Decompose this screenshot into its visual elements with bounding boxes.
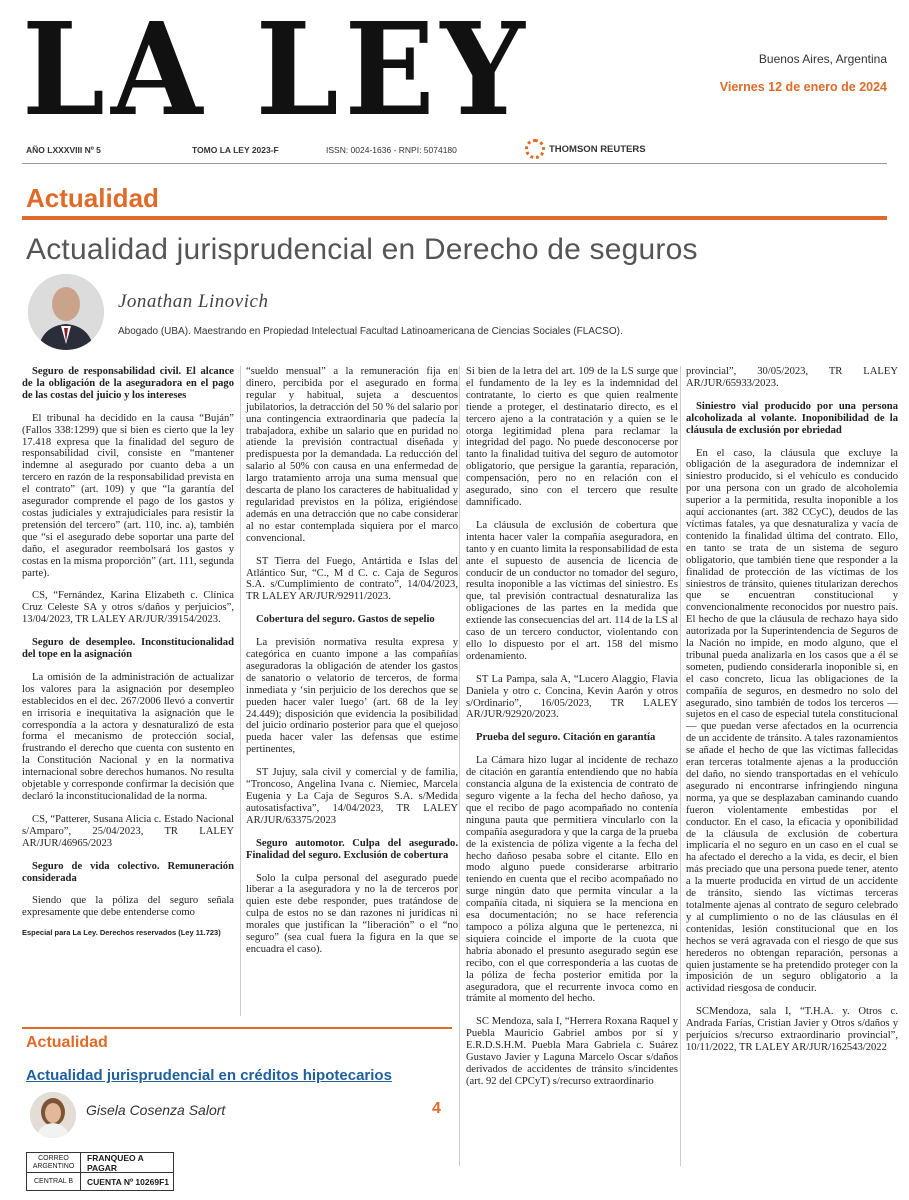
author-bio: Abogado (UBA). Maestrando en Propiedad Intelectual Facultad Latinoamericana de Ciencias Sociales (FLACSO). (118, 326, 623, 337)
subheading: Seguro de responsabilidad civil. El alcance de la obligación de la aseguradora en el pago de las costas del juicio y los intereses (22, 366, 234, 401)
page-number: 4 (432, 1100, 441, 1117)
paragraph: Solo la culpa personal del asegurado puede liberar a la aseguradora y no la de terceros por quien este debe responder, pues tratándose de culpa de estos no se dan razones ni jurídicas ni morales que justifican la “liberación” o el “no seguro” (sea cual fuera la figura en la que se encuadra el caso). (246, 872, 458, 955)
issn: ISSN: 0024-1636 - RNPI: 5074180 (326, 145, 457, 155)
citation: ST Jujuy, sala civil y comercial y de familia, “Troncoso, Angelina Ivana c. Niemiec, Marcela Eugenia y La Caja de Seguros S.A. s/Medida autosatisfactiva”, 14/04/2023, TR LALEY AR/JUR/63375/2023 (246, 767, 458, 826)
postal-label: CENTRAL B (27, 1173, 81, 1190)
column-divider (459, 366, 460, 1166)
issue-year: AÑO LXXXVIII Nº 5 (26, 145, 101, 155)
second-author-photo (30, 1092, 76, 1138)
citation: SC Mendoza, sala I, “Herrera Roxana Raquel y Puebla Mauricio Gabriel ambos por sí y E.R.D.S.H.M. Puebla Mara Gabriela c. Suárez Gustavo Javier y Laguna Marcelo Oscar s/daños derivados de accidentes de tránsito s/incidentes (art. 92 del CPCyT) s/recurso extraordinario (466, 1016, 678, 1087)
thomson-reuters-logo-icon (525, 139, 545, 159)
article-column-2 (246, 366, 458, 967)
article-column-3 (466, 366, 678, 1099)
subheading: Cobertura del seguro. Gastos de sepelio (256, 614, 435, 626)
second-author-name: Gisela Cosenza Salort (86, 1102, 226, 1118)
related-article-link[interactable]: Actualidad jurisprudencial en créditos hipotecarios (26, 1067, 392, 1084)
article-column-1 (22, 366, 234, 950)
paragraph: La previsión normativa resulta expresa y categórica en cuanto impone a las compañías aseguradoras la obligación de atender los gastos de sanatorio o velatorio de terceros, de forma inmediata y ‘sin perjuicio de los derechos que se pueden hacer valer luego’ (art. 68 de la ley 24.449); disposición que evidencia la posibilidad del juicio ordinario posterior para que el quejoso pueda hacer valer las defensas que estime pertinentes, (246, 637, 458, 756)
paragraph: La omisión de la administración de actualizar los valores para la asignación por desempleo establecidos en el dec. 267/2006 llevó a convertir en irrisoria e inequitativa la asignación que le correspondía a la actora y desnaturalizó de esta forma el mecanismo de protección social, frustrando el derecho que cuenta con sustento en la Constitución Nacional y en la normativa internacional sobre derechos humanos. No resulta objetable y corresponde confirmar la decisión que declaró la inconstitucionalidad de la norma. (22, 671, 234, 802)
paragraph: La cláusula de exclusión de cobertura que intenta hacer valer la compañía aseguradora, en tanto y en cuanto limita la responsabilidad de esta ante el supuesto de ausencia de licencia de conducir de un conductor no tomador del seguro, resulta inoponible a las víctimas del siniestro. Es que, tal previsión contractual desnaturaliza las obligaciones de las partes en la medida que extiende las consecuencias del art. 114 de la LS al caso de un tercero conductor, violentando con ello lo dispuesto por el art. 158 del mismo ordenamiento. (466, 519, 678, 662)
citation: provincial”, 30/05/2023, TR LALEY AR/JUR/65933/2023. (686, 366, 898, 389)
tomo: TOMO LA LEY 2023-F (192, 145, 279, 155)
author-photo (28, 274, 104, 350)
citation: ST La Pampa, sala A, “Lucero Alaggio, Flavia Daniela y otro c. Concina, Kevin Aarón y otros s/Ordinario”, 16/05/2023, TR LALEY AR/JUR/92920/2023. (466, 673, 678, 721)
masthead-date: Viernes 12 de enero de 2024 (719, 80, 887, 94)
author-name: Jonathan Linovich (118, 291, 269, 312)
bottom-divider (22, 1027, 452, 1029)
postal-box (26, 1152, 174, 1191)
bottom-section-title: Actualidad (26, 1034, 108, 1051)
subheading: Prueba del seguro. Citación en garantía (476, 732, 656, 744)
postal-value: FRANQUEO A PAGAR (87, 1152, 144, 1173)
paragraph: Si bien de la letra del art. 109 de la LS surge que el fundamento de la ley es la indemnidad del contratante, lo cierto es que quien realmente tiende a proteger, el destinatario directo, es el tercero ajeno a la contratación y a quien se le otorga legitimidad plena para reclamar la integridad del pago. No puede desconocerse por tanto la finalidad tuitiva del seguro de automotor obligatorio, que persigue la garantía, reparación, compensación, pero no en relación con el asegurado, sino con el tercero que resulte damnificado. (466, 366, 678, 508)
subheading: Siniestro vial producido por una persona alcoholizada al volante. Inoponibilidad de la cláusula de exclusión por ebriedad (686, 400, 898, 436)
masthead-title: LA LEY (22, 0, 531, 145)
citation: ST Tierra del Fuego, Antártida e Islas del Atlántico Sur, “C., M d C. c. Caja de Seguros S.A. s/Cumplimiento de contrato”, 14/04/2023, TR LALEY AR/JUR/92911/2023. (246, 555, 458, 603)
paragraph: El tribunal ha decidido en la causa “Buján” (Fallos 338:1299) que si bien es cierto que la ley 17.418 expresa que la finalidad del seguro de responsabilidad civil, consiste en “mantener indemne al asegurado por cuanto deba a un tercero en razón de la responsabilidad prevista en el contrato” (art. 109) y que “la garantía del asegurador comprende el pago de los gastos y costas judiciales y extrajudiciales para resistir la pretensión del tercero” (art. 110, inc. a), también que “si el asegurado debe soportar una parte del daño, el asegurador reembolsará los gastos y costas en la misma proporción” (art. 111, segunda parte). (22, 412, 234, 579)
article-title: Actualidad jurisprudencial en Derecho de seguros (26, 233, 698, 266)
rights-note: Especial para La Ley. Derechos reservados (Ley 11.723) (22, 928, 221, 938)
column-divider (240, 366, 241, 1016)
citation: CS, “Patterer, Susana Alicia c. Estado Nacional s/Amparo”, 25/04/2023, TR LALEY AR/JUR/46965/2023 (22, 813, 234, 849)
paragraph: En el caso, la cláusula que excluye la obligación de la aseguradora de indemnizar el siniestro producido, si el vehículo es conducido por una persona con un grado de alcoholemia superior a la permitida, resulta inoponible a los aquí accionantes (art. 382 CCyC), deudos de las víctimas fatales, ya que desnaturaliza y vacía de contenido la finalidad última del contrato. Ello, en tanto se trata de un sistema de seguro obligatorio, que también tiene que responder a la finalidad de protección de las víctimas de los siniestros de tránsito, quienes titularizan derechos que se encuentran constitucional y convencionalmente reconocidos por nuestro país. El hecho de que la cláusula de rechazo haya sido autorizada por la Superintendencia de Seguros de la Nación no impide, en modo alguno, que el tribunal pueda analizarla en los casos que a él se someten, pudiendo considerarla inoponible si, en el caso concreto, licua las obligaciones de la compañía de seguros, en desmedro no solo del asegurado, sino también de todos los terceros —sujetos en el caso de especial tutela constitucional— que puedan verse afectados en la ocurrencia de un accidente de tránsito. A tales razonamientos se añade el hecho de que las víctimas fallecidas eran terceras totalmente ajenas a la producción del daño, no siendo transportadas en el vehículo asegurado ni encontrarse infringiendo ninguna norma, ya que se desplazaban caminando cuando fueron violentamente embestidas por el conductor. En el caso, la eficacia y oponibilidad de la cláusula de exclusión de cobertura implicaría el no seguro en un caso en el cual se ha afectado el derecho a la vida, es decir, el bien más preciado que una persona puede tener, atento a la muerte producida en virtud de un accidente de tránsito, siendo las víctimas terceras totalmente ajenas al contrato de seguro celebrado y al cumplimiento o no de las cláusulas en él contenidas, lesión constitucional que en los hechos se verá agravada con el riesgo de que sus herederos no obtengan reparación, personas a quien justamente se ha pretendido proteger con la imposición de un seguro obligatorio a la actividad riesgosa de conducir. (686, 447, 898, 995)
postal-value: CUENTA Nº 10269F1 (87, 1176, 169, 1187)
citation: CS, “Fernández, Karina Elizabeth c. Clínica Cruz Celeste SA y otros s/daños y perjuicios”, 13/04/2023, TR LALEY AR/JUR/39154/2023. (22, 590, 234, 626)
subheading: Seguro de vida colectivo. Remuneración considerada (22, 860, 234, 884)
postal-label: CORREO ARGENTINO (27, 1153, 81, 1172)
paragraph: “sueldo mensual” a la remuneración fija en dinero, percibida por el asegurado en forma regular y habitual, sujeta a descuentos jubilatorios, la detracción del 50 % del salario por una contingencia extraordinaria que padecía la trabajadora, exhibe un salario que en puridad no atiende la previsión contractual diseñada y predispuesta por la demandada. La reducción del salario al 50% con causa en una enfermedad de largo tratamiento arroja una suma mensual que descarta de plano los caracteres de habitualidad y regularidad previstos en la póliza, erigiéndose además en una detracción que no cabe considerar al no estar contemplada siquiera por el marco convencional. (246, 366, 458, 544)
subheading: Seguro automotor. Culpa del asegurado. Finalidad del seguro. Exclusión de cobertura (246, 837, 458, 861)
citation: SCMendoza, sala I, “T.H.A. y. Otros c. Andrada Farías, Cristian Javier y Otros s/daños y perjuicios s/recurso extraordinario provincial”, 10/11/2022, TR LALEY AR/JUR/162543/2022 (686, 1006, 898, 1053)
paragraph: Siendo que la póliza del seguro señala expresamente que debe entenderse como (22, 895, 234, 919)
column-divider (680, 366, 681, 1166)
subheading: Seguro de desempleo. Inconstitucionalidad del tope en la asignación (22, 637, 234, 661)
masthead-city: Buenos Aires, Argentina (758, 52, 887, 66)
paragraph: La Cámara hizo lugar al incidente de rechazo de citación en garantía entendiendo que no había constancia alguna de la existencia de contrato de seguro vigente a la fecha del hecho dañoso, ya que el recibo de pago acompañado no contenía ninguna pauta que permitiera vincularlo con la compañía aseguradora y que la carga de la prueba de la existencia de póliza vigente a la fecha del hecho dañoso pesaba sobre el citante. Ello en modo alguno puede considerarse arbitrario teniendo en cuenta que el recibo acompañado no surge ningún dato que permita vincular a la compañía citada, ni siquiera se la menciona en esa documentación; no se hace referencia tampoco a póliza alguna que le pertenezca, ni siquiera coincide el importe de la cuota que habría abonado el presunto asegurado según ese recibo, con el que correspondería a las cuotas de la póliza de fecha posterior emitida por la aseguradora, que el recurrente invoca como en trámite al momento del hecho. (466, 755, 678, 1005)
article-column-4 (686, 366, 898, 1065)
section-title: Actualidad (26, 183, 159, 213)
section-divider (22, 216, 887, 220)
thomson-reuters-logo: THOMSON REUTERS (525, 139, 646, 159)
info-bar (22, 138, 887, 164)
